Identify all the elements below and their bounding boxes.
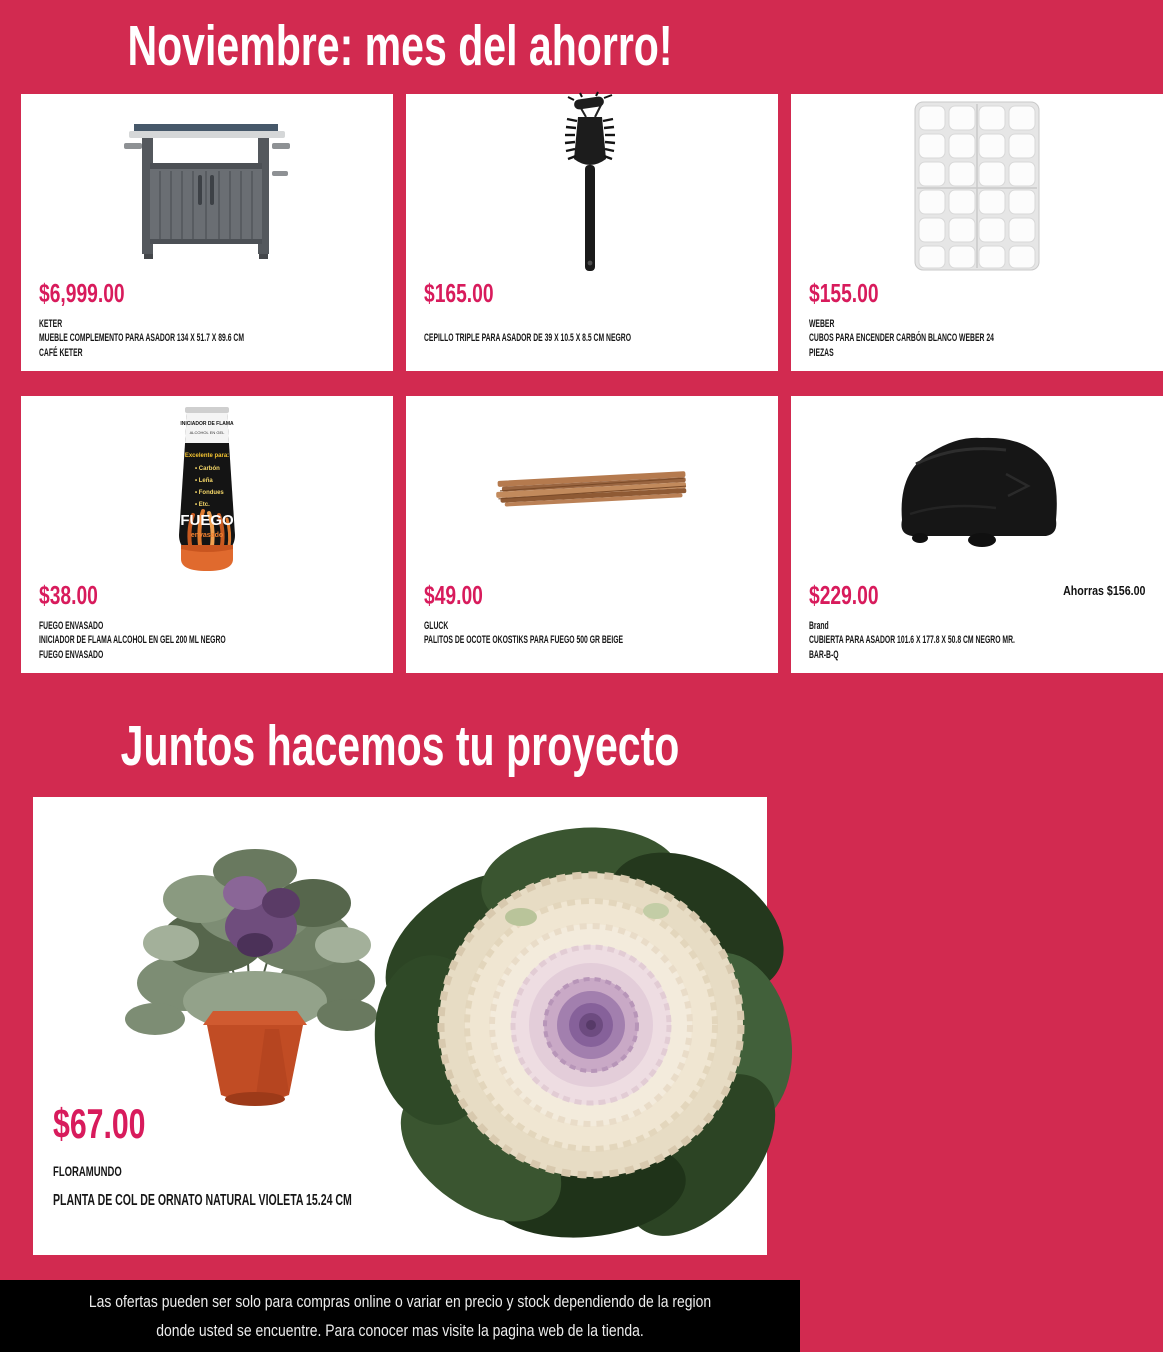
featured-price: $67.00 <box>53 1100 146 1147</box>
savings-label: Ahorras $156.00 <box>1062 583 1145 598</box>
product-card-grill-brush[interactable] <box>406 94 778 371</box>
product-card-ocote-sticks[interactable] <box>406 396 778 673</box>
featured-product-card[interactable] <box>33 797 767 1255</box>
disclaimer-text: Las ofertas pueden ser solo para compras online o variar en precio y stock dependiendo de la region donde usted se encuentre. Para conocer mas visite la pagina web de la tienda. <box>88 1292 712 1340</box>
svg-text:FUEGO: FUEGO <box>180 512 234 529</box>
featured-brand: FLORAMUNDO <box>53 1163 122 1179</box>
product-price: $165.00 <box>424 278 494 308</box>
product-description: INICIADOR DE FLAMA ALCOHOL EN GEL 200 ML NEGRO FUEGO ENVASADO <box>39 634 226 661</box>
ocote-sticks-photo <box>492 458 692 518</box>
featured-description: PLANTA DE COL DE ORNATO NATURAL VIOLETA 15.24 CM <box>53 1192 352 1209</box>
product-description: CUBIERTA PARA ASADOR 101.6 X 177.8 X 50.8 CM NEGRO MR. BAR-B-Q <box>809 634 1015 661</box>
section-title: Juntos hacemos tu proyecto <box>120 714 680 778</box>
product-price: $38.00 <box>39 580 98 610</box>
svg-text:envasado: envasado <box>190 532 224 539</box>
product-card-fire-gel[interactable] <box>21 396 393 673</box>
product-card-grill-cover[interactable] <box>791 396 1163 673</box>
product-brand: GLUCK <box>424 620 449 632</box>
svg-text:• Carbón: • Carbón <box>195 466 220 472</box>
featured-text-block <box>53 1101 506 1210</box>
product-description: CEPILLO TRIPLE PARA ASADOR DE 39 X 10.5 X 8.5 CM NEGRO <box>424 332 632 344</box>
fire-gel-tube-photo <box>167 403 247 573</box>
product-card-keter-table[interactable] <box>21 94 393 371</box>
svg-text:INICIADOR DE FLAMA: INICIADOR DE FLAMA <box>180 421 234 427</box>
product-price: $49.00 <box>424 580 483 610</box>
product-image-box <box>424 396 760 580</box>
bbq-prep-table-photo <box>122 111 292 261</box>
product-card-weber-cubes[interactable] <box>791 94 1163 371</box>
ornamental-kale-pot-photo <box>95 833 395 1117</box>
page-title: Noviembre: mes del ahorro! <box>127 14 673 78</box>
product-grid <box>21 94 1145 673</box>
svg-text:• Leña: • Leña <box>195 478 213 484</box>
svg-text:• Fondues: • Fondues <box>195 490 224 496</box>
disclaimer-footer <box>0 1280 800 1352</box>
product-brand: WEBER <box>809 318 835 330</box>
product-description: CUBOS PARA ENCENDER CARBÓN BLANCO WEBER 24 PIEZAS <box>809 332 994 359</box>
grill-brush-photo <box>562 97 622 275</box>
svg-text:ALCOHOL EN GEL: ALCOHOL EN GEL <box>189 430 225 435</box>
product-description: PALITOS DE OCOTE OKOSTIKS PARA FUEGO 500 GR BEIGE <box>424 634 624 646</box>
product-brand <box>424 317 632 331</box>
product-image-box <box>809 94 1145 278</box>
product-image-box <box>39 94 375 278</box>
svg-text:• Etc.: • Etc. <box>195 502 210 508</box>
product-image-box <box>39 396 375 580</box>
fire-starter-cubes-photo <box>913 100 1041 272</box>
product-image-box <box>809 396 1145 580</box>
svg-text:Excelente para:: Excelente para: <box>184 453 230 459</box>
product-brand: FUEGO ENVASADO <box>39 620 104 632</box>
product-brand: KETER <box>39 318 63 330</box>
product-description: MUEBLE COMPLEMENTO PARA ASADOR 134 X 51.7 X 89.6 CM CAFÉ KETER <box>39 332 245 359</box>
product-brand: Brand <box>809 620 829 632</box>
grill-cover-photo <box>886 424 1068 552</box>
product-image-box <box>424 94 760 278</box>
product-price: $229.00 <box>809 580 879 610</box>
product-price: $155.00 <box>809 278 879 308</box>
product-price: $6,999.00 <box>39 278 125 308</box>
